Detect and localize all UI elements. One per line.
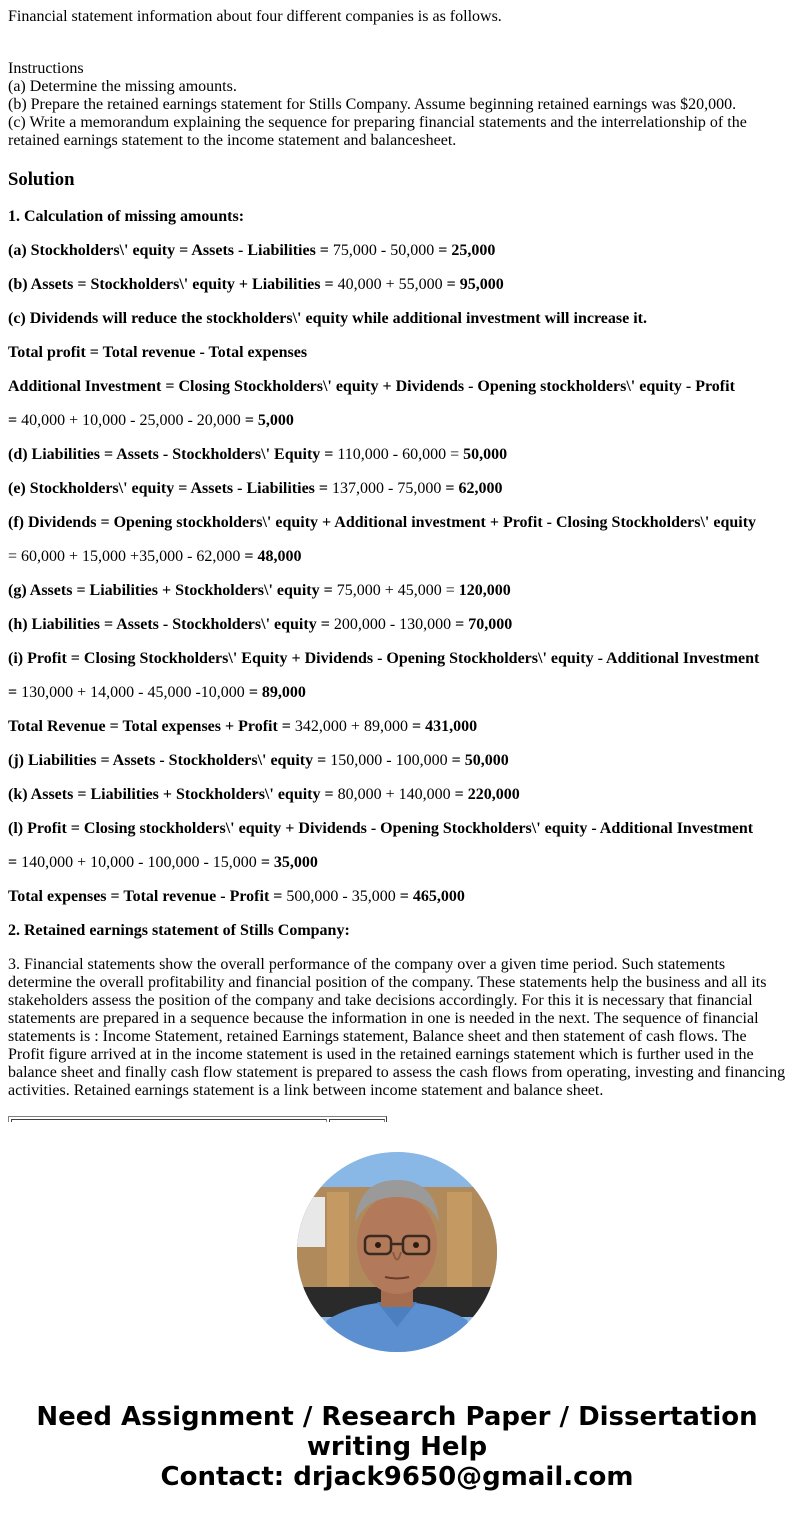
additional-investment-line — [8, 378, 786, 396]
formula-result: = 25,000 — [438, 242, 496, 259]
formula-label: (d) Liabilities = Assets - Stockholders\' Equity = — [8, 446, 334, 463]
retained-earnings-table — [8, 1116, 387, 1122]
author-photo-container — [0, 1152, 794, 1352]
calc-line-c-result — [8, 412, 786, 430]
formula-calc: 80,000 + 140,000 — [333, 786, 455, 803]
calc-line-f — [8, 514, 786, 532]
formula-result: = 465,000 — [399, 888, 465, 905]
document-body — [0, 8, 794, 1122]
formula-calc: 75,000 + 45,000 = — [332, 582, 459, 599]
formula-label: (a) Stockholders\' equity = Assets - Liabilities = — [8, 242, 329, 259]
instructions-heading: Instructions — [8, 60, 84, 77]
table-cell — [11, 1119, 327, 1122]
question-intro: Financial statement information about four different companies is as follows. — [8, 8, 502, 25]
formula-label: Total profit = Total revenue - Total expenses — [8, 344, 308, 361]
formula-label: Total expenses = Total revenue - Profit = — [8, 888, 283, 905]
formula-result: 50,000 — [463, 446, 508, 463]
footer-contact-email: Contact: drjack9650@gmail.com — [160, 1462, 634, 1492]
formula-calc: 342,000 + 89,000 — [290, 718, 412, 735]
formula-label: (c) Dividends will reduce the stockholders\' equity while additional investment will increase it. — [8, 310, 647, 327]
formula-label: (f) Dividends = Opening stockholders\' equity + Additional investment + Profit - Closing Stockholders\' equity — [8, 514, 757, 531]
formula-calc: 140,000 + 10,000 - 100,000 - 15,000 — [17, 854, 261, 871]
formula-result: = 62,000 — [445, 480, 503, 497]
formula-label: (h) Liabilities = Assets - Stockholders\' equity = — [8, 616, 330, 633]
total-expenses-line — [8, 888, 786, 906]
author-photo — [297, 1152, 497, 1352]
calc-line-a — [8, 242, 786, 260]
calc-line-j — [8, 752, 786, 770]
footer-promo-text: Need Assignment / Research Paper / Dissertation writing Help — [36, 1402, 758, 1462]
table-cell — [329, 1119, 385, 1122]
calc-line-d — [8, 446, 786, 464]
formula-result: = 95,000 — [446, 276, 504, 293]
formula-label: Total Revenue = Total expenses + Profit = — [8, 718, 291, 735]
formula-calc: 75,000 - 50,000 — [328, 242, 439, 259]
formula-calc: 137,000 - 75,000 — [328, 480, 446, 497]
formula-result: = 220,000 — [454, 786, 520, 803]
instruction-item: (c) Write a memorandum explaining the sequence for preparing financial statements and the interrelationship of the retained earnings statement to the income statement and balancesheet. — [8, 114, 747, 149]
formula-label: (j) Liabilities = Assets - Stockholders\' equity = — [8, 752, 327, 769]
instructions-block — [8, 60, 786, 150]
calc-line-l-result — [8, 854, 786, 872]
formula-result: = 70,000 — [455, 616, 513, 633]
formula-result: = 5,000 — [244, 412, 294, 429]
formula-calc: 150,000 - 100,000 — [326, 752, 452, 769]
formula-label: (i) Profit = Closing Stockholders\' Equity + Dividends - Opening Stockholders\' equity - Additional Investment — [8, 650, 760, 667]
calc-line-g — [8, 582, 786, 600]
formula-lead: = — [8, 684, 18, 701]
portrait-icon — [297, 1152, 497, 1352]
contact-footer — [0, 1402, 794, 1492]
section2-heading-text: 2. Retained earnings statement of Stills Company: — [8, 922, 350, 939]
section1-heading-text: 1. Calculation of missing amounts: — [8, 208, 245, 225]
formula-calc: 40,000 + 55,000 — [333, 276, 447, 293]
formula-calc: = 60,000 + 15,000 +35,000 - 62,000 — [8, 548, 245, 565]
calc-line-c — [8, 310, 786, 328]
total-profit-line — [8, 344, 786, 362]
solution-title: Solution — [8, 169, 75, 190]
formula-calc: 500,000 - 35,000 — [282, 888, 400, 905]
calc-line-h — [8, 616, 786, 634]
instruction-item: (b) Prepare the retained earnings statement for Stills Company. Assume beginning retained earnings was $20,000. — [8, 96, 737, 113]
formula-result: = 50,000 — [451, 752, 509, 769]
calc-line-l — [8, 820, 786, 838]
calc-line-f-result — [8, 548, 786, 566]
formula-result: = 48,000 — [244, 548, 302, 565]
instruction-item: (a) Determine the missing amounts. — [8, 78, 237, 95]
calc-line-b — [8, 276, 786, 294]
section2-heading — [8, 922, 786, 940]
calc-line-e — [8, 480, 786, 498]
formula-label: (k) Assets = Liabilities + Stockholders\' equity = — [8, 786, 334, 803]
formula-calc: 110,000 - 60,000 = — [333, 446, 464, 463]
formula-label: (e) Stockholders\' equity = Assets - Liabilities = — [8, 480, 329, 497]
total-revenue-line — [8, 718, 786, 736]
formula-calc: 200,000 - 130,000 — [329, 616, 456, 633]
calc-line-i-result — [8, 684, 786, 702]
formula-label: (b) Assets = Stockholders\' equity + Liabilities = — [8, 276, 334, 293]
formula-result: 120,000 — [458, 582, 511, 599]
calc-line-k — [8, 786, 786, 804]
formula-label: (l) Profit = Closing stockholders\' equity + Dividends - Opening Stockholders\' equity - Additional Investment — [8, 820, 754, 837]
calc-line-i — [8, 650, 786, 668]
section1-heading — [8, 208, 786, 226]
formula-label: (g) Assets = Liabilities + Stockholders\' equity = — [8, 582, 333, 599]
formula-lead: = — [8, 854, 18, 871]
formula-lead: = — [8, 412, 18, 429]
formula-result: = 89,000 — [248, 684, 306, 701]
formula-calc: 130,000 + 14,000 - 45,000 -10,000 — [17, 684, 249, 701]
section3-memo: 3. Financial statements show the overall performance of the company over a given time period. Such statements determine the overall profitability and financial position of the company. These statements help the business and all its stakeholders assess the position of the company and take decisions accordingly. For this it is necessary that financial statements are prepared in a sequence because the information in one is needed in the next. The sequence of financial statements is : Income Statement, retained Earnings statement, Balance sheet and then statement of cash flows. The Profit figure arrived at in the income statement is used in the retained earnings statement which is further used in the balance sheet and finally cash flow statement is prepared to assess the cash flows from operating, investing and financing activities. Retained earnings statement is a link between income statement and balance sheet. — [8, 956, 786, 1099]
formula-label: Additional Investment = Closing Stockholders\' equity + Dividends - Opening stockholders\' equity - Profit — [8, 378, 735, 395]
formula-result: = 431,000 — [411, 718, 478, 735]
formula-result: = 35,000 — [260, 854, 318, 871]
formula-calc: 40,000 + 10,000 - 25,000 - 20,000 — [17, 412, 245, 429]
